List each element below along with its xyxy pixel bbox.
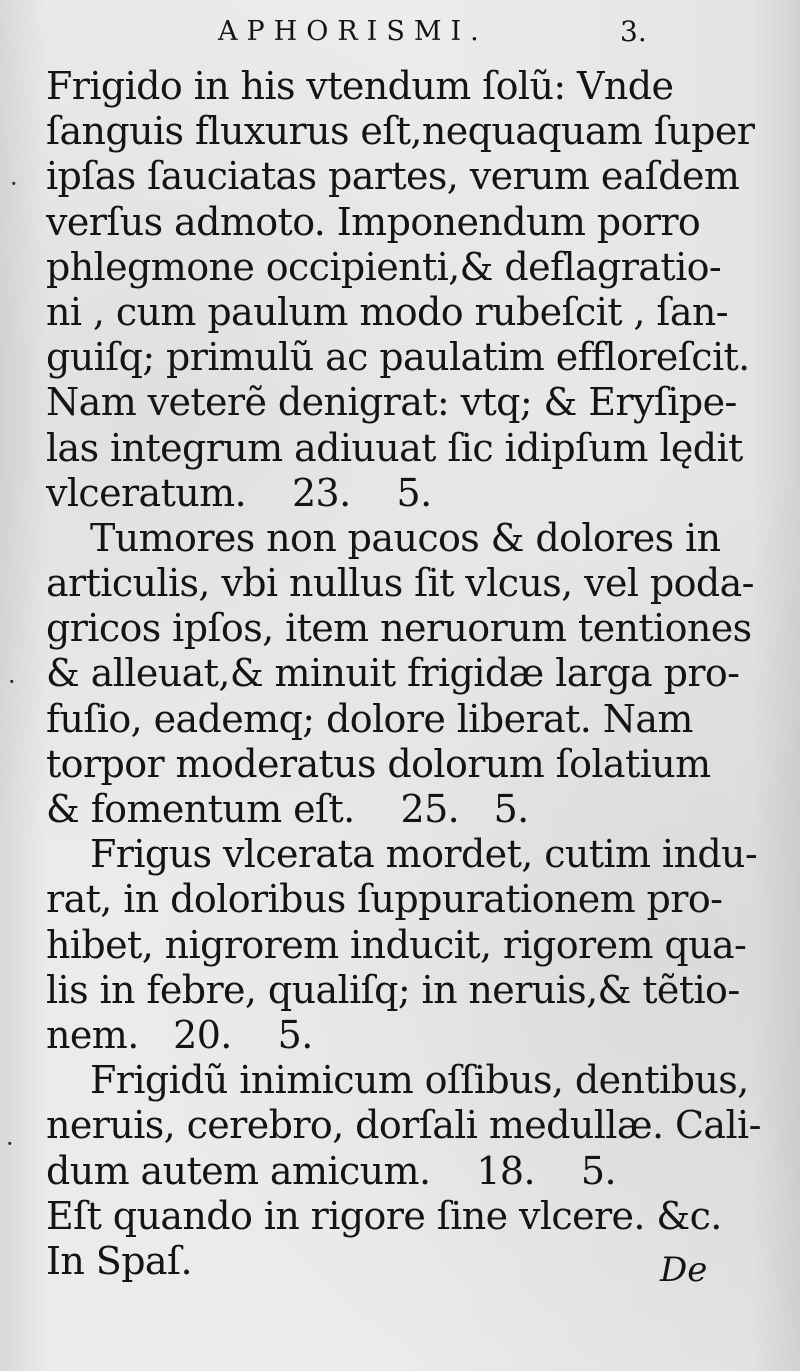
text-line-9: las integrum adiuuat ſic idipſum lędit	[46, 425, 743, 470]
text-line-27: In Spaſ.	[46, 1238, 192, 1283]
text-line-12: articulis, vbi nullus ſit vlcus, vel poda-	[46, 561, 754, 606]
text-line-26: Eſt quando in rigore ſine vlcere. &c.	[46, 1193, 722, 1238]
text-line-2: ſanguis fluxurus eſt,nequaquam ſuper	[46, 109, 755, 154]
text-line-14: & alleuat,& minuit frigidæ larga pro-	[46, 651, 740, 696]
text-line-13: gricos ipſos, item neruorum tentiones	[46, 606, 752, 651]
text-line-16: torpor moderatus dolorum ſolatium	[46, 741, 711, 786]
text-line-25: dum autem amicum. 18. 5.	[46, 1148, 616, 1193]
text-line-23: Frigidũ inimicum oſſibus, dentibus,	[90, 1058, 749, 1103]
text-line-15: fuſio, eademq; dolore liberat. Nam	[46, 696, 693, 741]
catchword: De	[660, 1250, 708, 1290]
text-line-5: phlegmone occipienti,& deflagratio-	[46, 244, 722, 289]
text-line-17: & fomentum eſt. 25. 5.	[46, 787, 529, 831]
text-block	[46, 64, 761, 1284]
text-line-8: Nam veterẽ denigrat: vtq; & Eryſipe-	[46, 380, 737, 425]
margin-mark-1: ·	[10, 170, 18, 198]
text-line-21: lis in febre, qualiſq; in neruis,& tẽtio-	[46, 967, 740, 1012]
margin-mark-2: ·	[8, 668, 16, 696]
running-head: APHORISMI.	[218, 16, 488, 47]
page-number: 3.	[620, 15, 647, 48]
text-line-24: neruis, cerebro, dorſali medullæ. Cali-	[46, 1103, 761, 1148]
text-line-20: hibet, nigrorem inducit, rigorem qua-	[46, 922, 747, 967]
text-line-19: rat, in doloribus ſuppurationem pro-	[46, 877, 723, 922]
text-line-4: verſus admoto. Imponendum porro	[46, 199, 701, 244]
text-line-7: guiſq; primulũ ac paulatim effloreſcit.	[46, 335, 750, 380]
text-line-22: nem. 20. 5.	[46, 1012, 313, 1057]
text-line-3: ipſas ſauciatas partes, verum eaſdem	[46, 154, 740, 199]
text-line-18: Frigus vlcerata mordet, cutim indu-	[90, 832, 758, 877]
text-line-6: ni , cum paulum modo rubeſcit , ſan-	[46, 289, 729, 334]
text-line-1: Frigido in his vtendum ſolũ: Vnde	[46, 64, 674, 108]
text-line-11: Tumores non paucos & dolores in	[90, 515, 721, 560]
text-line-10: vlceratum. 23. 5.	[46, 470, 432, 515]
margin-mark-3: ·	[6, 1130, 14, 1158]
